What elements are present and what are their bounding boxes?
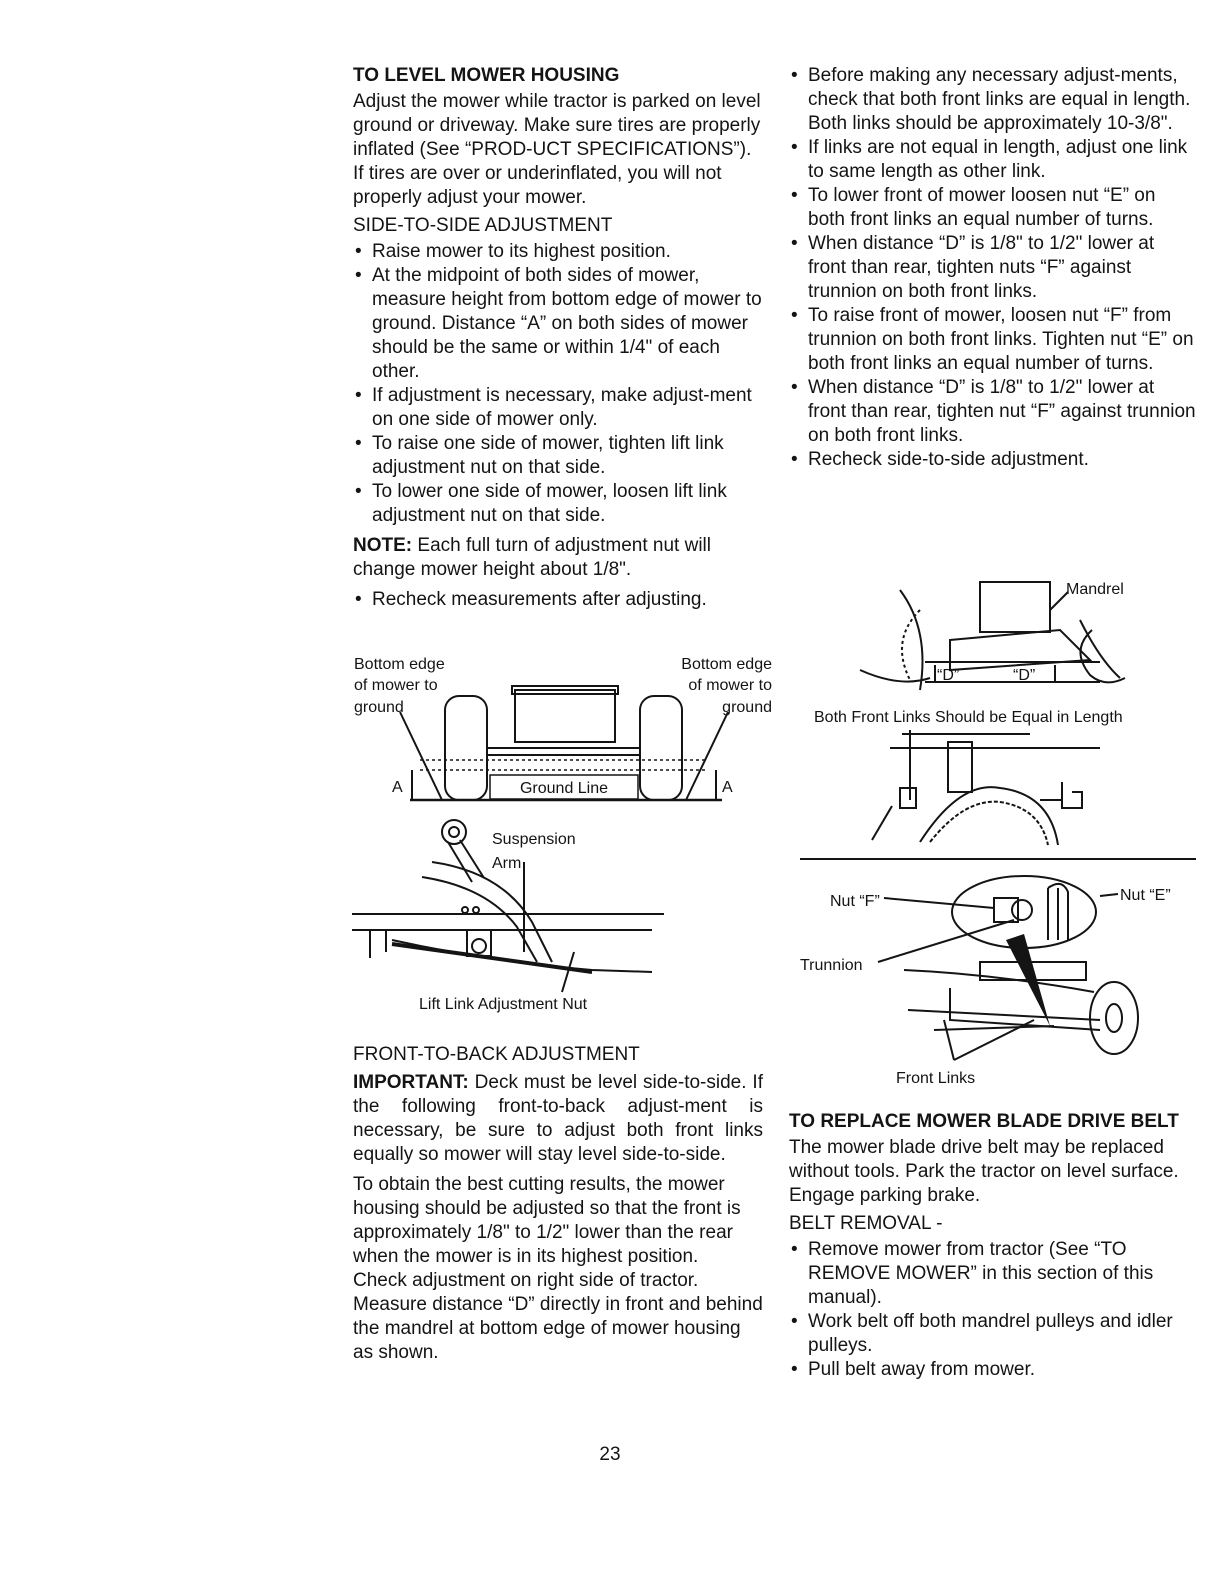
trunnion-drawing xyxy=(878,876,1138,1060)
front-to-back-heading: FRONT-TO-BACK ADJUSTMENT xyxy=(353,1044,640,1065)
list-item: • When distance “D” is 1/8" to 1/2" lower at front than rear, tighten nuts “F” against trunnion on both front links. xyxy=(789,232,1197,304)
side-to-side-list xyxy=(353,240,763,528)
suspension-label-2: Arm xyxy=(492,855,522,872)
belt-removal-list xyxy=(789,1238,1197,1382)
belt-intro: The mower blade drive belt may be replaced without tools. Park the tractor on level surface. Engage parking brake. xyxy=(789,1137,1179,1206)
note-text: Each full turn of adjustment nut will change mower height about 1/8". xyxy=(353,535,711,580)
front-links-label: Front Links xyxy=(896,1070,976,1087)
left-column xyxy=(353,64,763,612)
right-label-line-2: of mower to xyxy=(688,677,772,694)
right-label-line-1: Bottom edge xyxy=(681,656,772,673)
list-item: • Before making any necessary adjust-ments, check that both front links are equal in length. Both links should be approximately 10-3/8". xyxy=(789,64,1197,136)
side-to-side-diagram xyxy=(350,652,780,812)
trunnion-label: Trunnion xyxy=(800,957,863,974)
right-column xyxy=(789,64,1197,472)
belt-removal-heading: BELT REMOVAL - xyxy=(789,1213,943,1234)
lift-link-label: Lift Link Adjustment Nut xyxy=(419,996,588,1013)
note-paragraph xyxy=(353,534,763,582)
d-right-label: “D” xyxy=(1013,667,1036,684)
list-item: • Remove mower from tractor (See “TO REMOVE MOWER” in this section of this manual). xyxy=(789,1238,1197,1310)
list-item: • Recheck side-to-side adjustment. xyxy=(789,448,1197,472)
mandrel-distance-diagram xyxy=(800,570,1200,860)
side-to-side-heading: SIDE-TO-SIDE ADJUSTMENT xyxy=(353,215,613,236)
ground-line-label: Ground Line xyxy=(519,780,609,797)
best-results-paragraph: To obtain the best cutting results, the mower housing should be adjusted so that the front is approximately 1/8" to 1/2" lower than the rear when the mower is in its highest position. xyxy=(353,1174,741,1267)
left-label-line-3: ground xyxy=(354,699,404,716)
important-label: IMPORTANT: xyxy=(353,1072,469,1093)
list-item: • If adjustment is necessary, make adjust-ment on one side of mower only. xyxy=(353,384,763,432)
important-paragraph xyxy=(353,1071,763,1167)
belt-section xyxy=(789,1110,1197,1382)
nut-e-label: Nut “E” xyxy=(1120,887,1171,904)
a-right-label: A xyxy=(722,779,733,796)
front-to-back-section xyxy=(353,1043,763,1365)
important-text: Deck must be level side-to-side. If the following front-to-back adjust-ment is necessary, be sure to adjust both front links equally so mower will stay level side-to-side. xyxy=(353,1072,763,1165)
nut-f-label: Nut “F” xyxy=(830,893,880,910)
list-item: • When distance “D” is 1/8" to 1/2" lower at front than rear, tighten nut “F” against trunnion on both front links. xyxy=(789,376,1197,448)
d-left-label: “D” xyxy=(937,667,960,684)
check-paragraph: Check adjustment on right side of tractor. Measure distance “D” directly in front and behind the mandrel at bottom edge of mower housing as shown. xyxy=(353,1270,763,1363)
belt-heading: TO REPLACE MOWER BLADE DRIVE BELT xyxy=(789,1111,1179,1132)
right-label-line-3: ground xyxy=(722,699,772,716)
mandrel-label: Mandrel xyxy=(1066,581,1124,598)
list-item: • To raise one side of mower, tighten lift link adjustment nut on that side. xyxy=(353,432,763,480)
mandrel-drawing xyxy=(860,582,1125,690)
list-item: • To lower front of mower loosen nut “E” on both front links an equal number of turns. xyxy=(789,184,1197,232)
list-item: • To raise front of mower, loosen nut “F” from trunnion on both front links. Tighten nut “E” on both front links an equal number of turns. xyxy=(789,304,1197,376)
list-item: • Work belt off both mandrel pulleys and idler pulleys. xyxy=(789,1310,1197,1358)
list-item: • Pull belt away from mower. xyxy=(789,1358,1197,1382)
nut-trunnion-diagram xyxy=(794,870,1194,1092)
level-mower-heading: TO LEVEL MOWER HOUSING xyxy=(353,65,620,86)
recheck-list xyxy=(353,588,763,612)
front-links-caption: Both Front Links Should be Equal in Length xyxy=(814,709,1123,726)
mower-bottom-edge xyxy=(420,760,708,770)
left-label-line-2: of mower to xyxy=(354,677,438,694)
suspension-arm-diagram xyxy=(352,812,682,1022)
left-label-line-1: Bottom edge xyxy=(354,656,445,673)
list-item: • If links are not equal in length, adjust one link to same length as other link. xyxy=(789,136,1197,184)
front-links-drawing xyxy=(800,730,1196,859)
front-links-list xyxy=(789,64,1197,472)
list-item: • To lower one side of mower, loosen lift link adjustment nut on that side. xyxy=(353,480,763,528)
a-left-label: A xyxy=(392,779,403,796)
suspension-label-1: Suspension xyxy=(492,831,576,848)
note-label: NOTE: xyxy=(353,535,413,556)
page-number: 23 xyxy=(599,1444,621,1465)
list-item: • Recheck measurements after adjusting. xyxy=(353,588,763,612)
list-item: • Raise mower to its highest position. xyxy=(353,240,763,264)
level-intro: Adjust the mower while tractor is parked on level ground or driveway. Make sure tires are properly inflated (See “PROD-UCT SPECIFICATIONS”). If tires are over or underinflated, you will not properly adjust your mower. xyxy=(353,91,761,208)
list-item: • At the midpoint of both sides of mower, measure height from bottom edge of mower to ground. Distance “A” on both sides of mower should be the same or within 1/4" of each other. xyxy=(353,264,763,384)
